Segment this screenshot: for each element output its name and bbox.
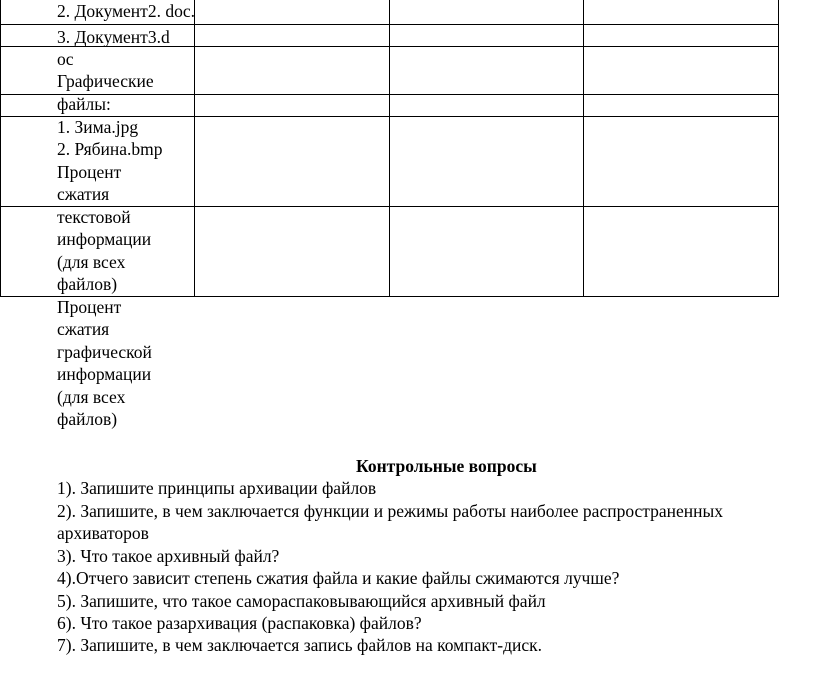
question-line: 5). Запишите, что такое самораспаковывающийся архивный файл [57,591,546,611]
table-cell-text: сжатия [57,184,110,204]
table-divider-col-1 [194,0,195,297]
table-cell-text: информации [57,229,152,249]
table-cell-text: (для всех [57,252,126,272]
question-line: 7). Запишите, в чем заключается запись файлов на компакт-диск. [57,635,543,655]
table-row-border [0,94,779,95]
table-cell-text: Графические [57,71,154,91]
table-cell-text: текстовой [57,207,131,227]
question-line: 3). Что такое архивный файл? [57,546,280,566]
table-cell-text: информации [57,364,152,384]
table-border-right [778,0,779,297]
table-divider-col-3 [583,0,584,297]
table-row-border [0,24,779,25]
table-cell-text: сжатия [57,319,110,339]
table-cell-text: oc [57,49,74,69]
control-questions-title: Контрольные вопросы [356,456,537,476]
question-line: 2). Запишите, в чем заключается функции и режимы работы наиболее распространенных [57,501,724,521]
table-cell-text: (для всех [57,387,126,407]
table-cell-text: файлы: [57,94,111,114]
question-line: 4).Отчего зависит степень сжатия файла и какие файлы сжимаются лучше? [57,568,620,588]
question-line: 1). Запишите принципы архивации файлов [57,478,377,498]
question-line: 6). Что такое разархивация (распаковка) файлов? [57,613,422,633]
table-cell-text: 2. Документ2. doc. [57,1,195,21]
table-divider-col-2 [389,0,390,297]
table-cell-text: 3. Документ3.d [57,27,170,47]
table-cell-text: 1. Зима.jpg [57,117,139,137]
table-cell-text: файлов) [57,274,118,294]
table-cell-text: Процент [57,297,122,317]
question-line: архиваторов [57,523,149,543]
table-cell-text: 2. Рябина.bmp [57,139,163,159]
table-border-left [0,0,1,297]
table-cell-text: графической [57,342,152,362]
table-cell-text: Процент [57,162,122,182]
table-cell-text: файлов) [57,409,118,429]
